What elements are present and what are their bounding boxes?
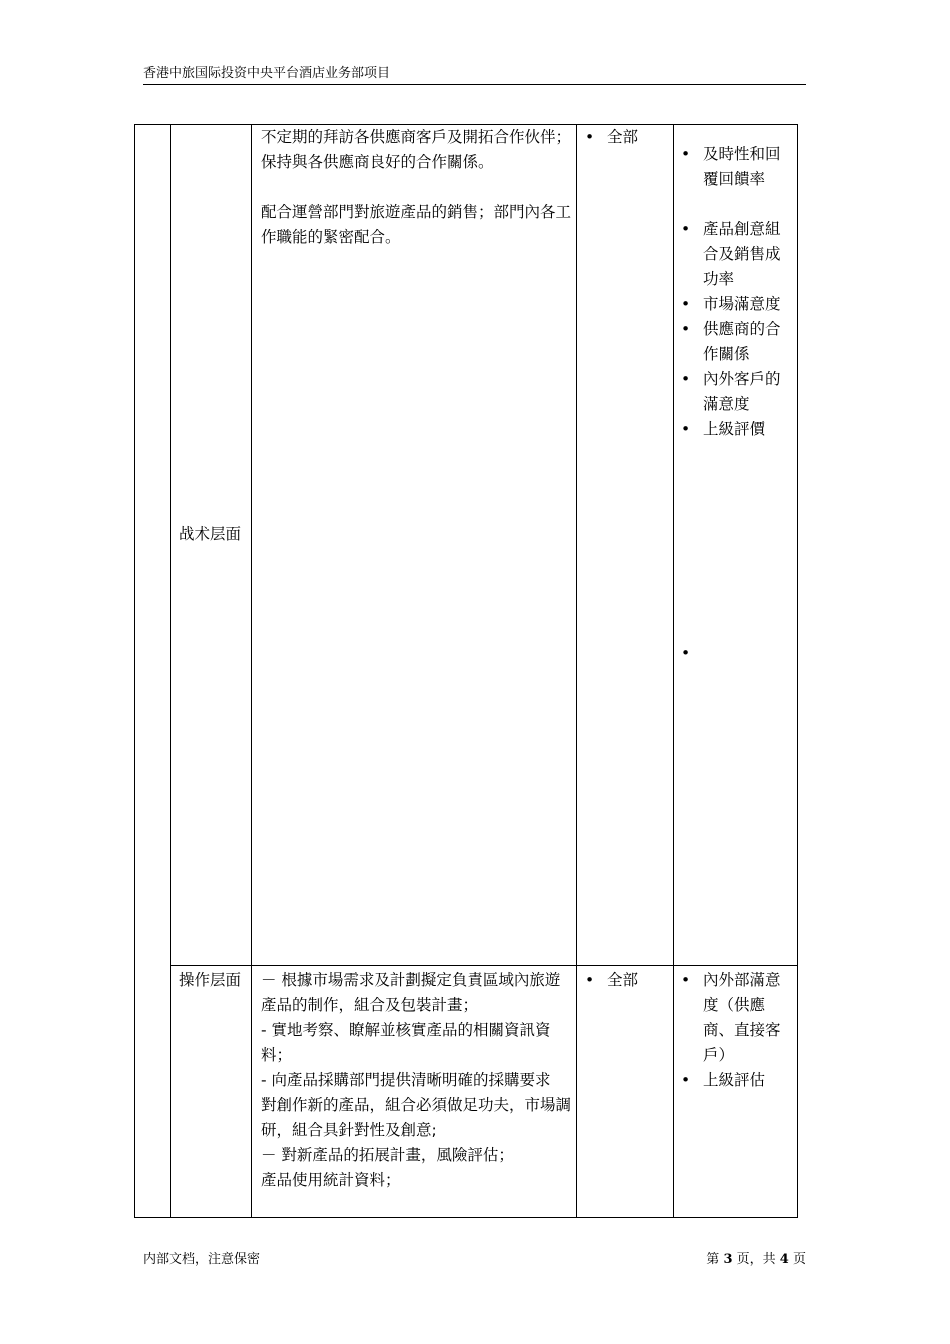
list-item: • 內外部滿意度（供應商、直接客戶） — [681, 968, 791, 1068]
column-divider — [673, 124, 674, 1218]
page-number: 第 3 页，共 4 页 — [706, 1252, 806, 1267]
list-item: • 內外客戶的滿意度 — [681, 367, 791, 417]
bullet-icon: • — [585, 971, 595, 989]
duty-text: － 根據市場需求及計劃擬定負責區域內旅遊產品的制作，組合及包裝計畫； — [261, 971, 561, 1014]
list-item: • 全部 — [585, 968, 671, 993]
bullet-icon: • — [681, 295, 691, 313]
bullet-icon: • — [681, 370, 691, 388]
kpi-cell — [681, 968, 791, 1093]
duty-text: 保持與各供應商良好的合作關係。 — [261, 153, 494, 171]
empty-bullet — [681, 641, 701, 666]
column-divider — [251, 124, 252, 1218]
bullet-icon: • — [681, 220, 691, 238]
table-border-left — [134, 124, 135, 1218]
list-item: • 供應商的合作關係 — [681, 317, 791, 367]
duties-cell — [261, 125, 571, 250]
table-border-right — [797, 124, 798, 1218]
duty-text: 不定期的拜訪各供應商客戶及開拓合作伙伴； — [261, 128, 572, 146]
bullet-icon: • — [681, 145, 691, 163]
confidential-note: 内部文档，注意保密 — [143, 1252, 261, 1267]
kpi-cell — [681, 142, 791, 442]
duty-text: 對創作新的產品，組合必須做足功夫，市場調研，組合具針對性及創意; — [261, 1096, 572, 1139]
page-header: 香港中旅国际投资中央平台酒店业务部项目 — [143, 66, 806, 85]
list-item: • 全部 — [585, 125, 671, 150]
bullet-icon: • — [585, 128, 595, 146]
row-divider — [170, 965, 798, 966]
level-label: 战术层面 — [179, 525, 242, 543]
list-item: • 上級評估 — [681, 1068, 791, 1093]
bullet-icon: • — [681, 1071, 691, 1089]
bullet-icon: • — [681, 644, 691, 662]
scope-cell — [585, 125, 671, 150]
duty-text: - 向產品採購部門提供清晰明確的採購要求 — [261, 1071, 551, 1089]
duties-cell — [261, 968, 571, 1193]
list-item: • 及時性和回覆回饋率 — [681, 142, 791, 192]
column-divider — [576, 124, 577, 1218]
bullet-icon: • — [681, 971, 691, 989]
duty-text: 產品使用統計資料； — [261, 1171, 401, 1189]
scope-cell — [585, 968, 671, 993]
column-divider — [170, 124, 171, 1218]
bullet-icon: • — [681, 320, 691, 338]
list-item: • 產品創意組合及銷售成功率 — [681, 217, 791, 292]
table-border-bottom — [134, 1217, 798, 1218]
level-label: 操作层面 — [179, 971, 242, 989]
list-item: • 市場滿意度 — [681, 292, 791, 317]
bullet-icon: • — [681, 420, 691, 438]
duty-text: － 對新產品的拓展計畫，風險評估； — [261, 1146, 514, 1164]
duty-text: - 實地考察、瞭解並核實產品的相關資訊資料； — [261, 1021, 551, 1064]
list-item: • 上級評價 — [681, 417, 791, 442]
duty-text: 配合運營部門對旅遊產品的銷售；部門內各工作職能的緊密配合。 — [261, 203, 572, 246]
